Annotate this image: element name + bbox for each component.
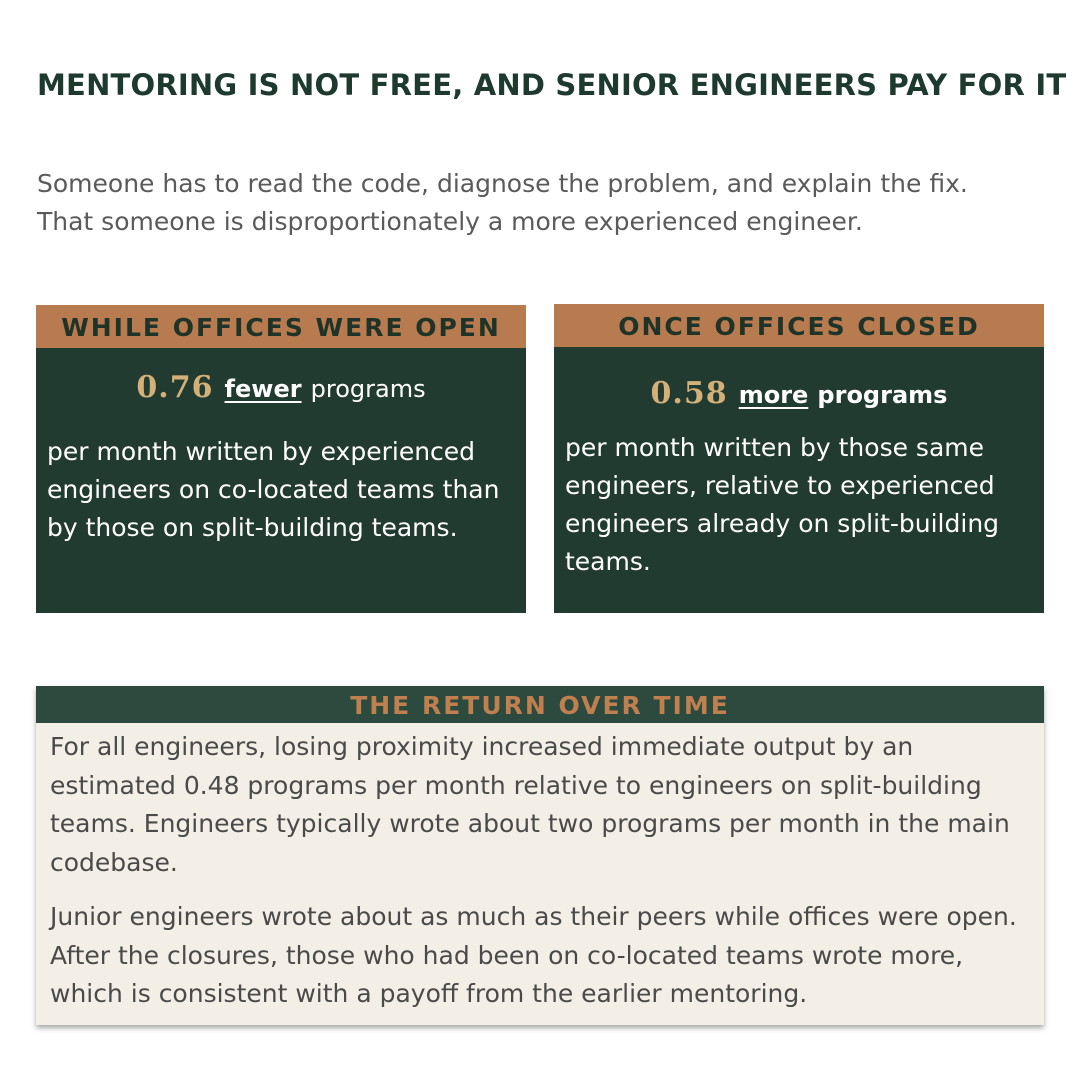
stat-figure xyxy=(554,370,1044,418)
card-description: per month written by experienced engineers on co-located teams than by those on split-building teams. xyxy=(47,437,500,542)
panel-paragraph-1: For all engineers, losing proximity increased immediate output by an estimated 0.48 programs per month relative to engineers on split-building teams. Engineers typically wrote about two programs per month in the main codebase. xyxy=(50,732,1010,877)
stat-direction: more xyxy=(738,381,809,409)
stat-number: 0.76 xyxy=(136,370,214,405)
stat-unit: programs xyxy=(310,375,426,403)
stat-figure xyxy=(36,365,526,411)
page-title: MENTORING IS NOT FREE, AND SENIOR ENGINEERS PAY FOR IT xyxy=(37,68,1067,102)
stat-direction: fewer xyxy=(224,375,302,403)
card-header: WHILE OFFICES WERE OPEN xyxy=(36,305,526,348)
stat-number: 0.58 xyxy=(650,376,728,411)
subtitle xyxy=(37,165,1047,241)
subtitle-line-2: That someone is disproportionately a more experienced engineer. xyxy=(37,207,863,236)
stat-unit: programs xyxy=(817,381,948,409)
panel-header: THE RETURN OVER TIME xyxy=(36,686,1044,723)
card-description: per month written by those same engineers, relative to experienced engineers already on split-building teams. xyxy=(565,433,1000,576)
panel-body xyxy=(36,723,1044,1014)
card-header: ONCE OFFICES CLOSED xyxy=(554,304,1044,347)
panel-paragraph-2: Junior engineers wrote about as much as their peers while offices were open. After the closures, those who had been on co-located teams wrote more, which is consistent with a payoff from the earlier mentoring. xyxy=(50,902,1017,1008)
stat-card-offices-closed xyxy=(554,304,1044,613)
stat-card-offices-open xyxy=(36,305,526,613)
return-over-time-panel xyxy=(36,686,1044,1025)
subtitle-line-1: Someone has to read the code, diagnose the problem, and explain the fix. xyxy=(37,169,968,198)
